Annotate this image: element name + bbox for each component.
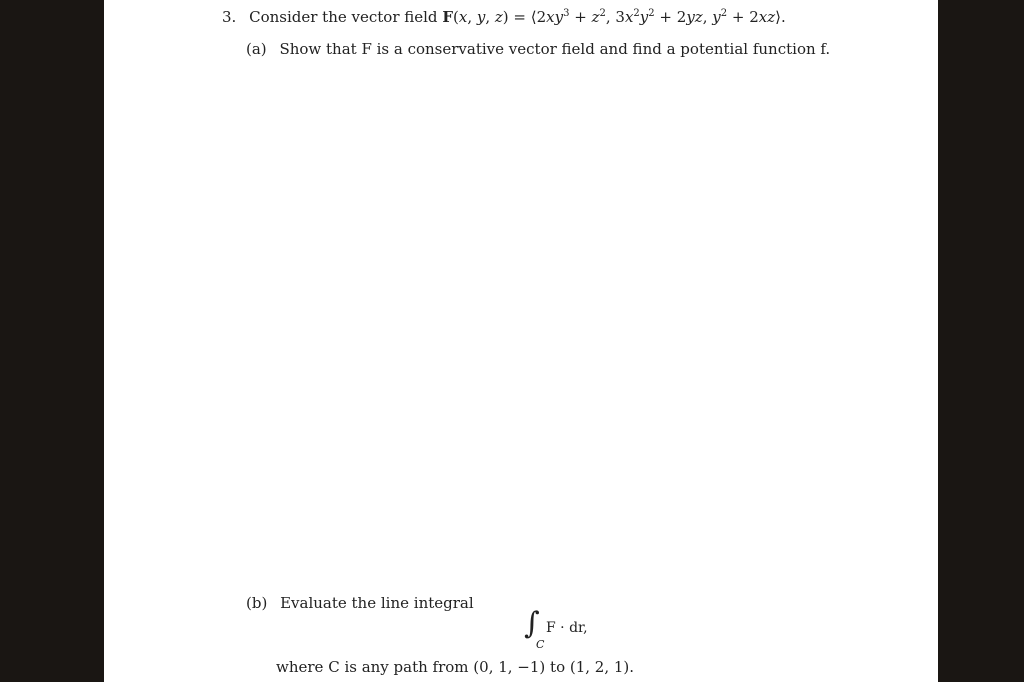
part-b — [246, 594, 474, 612]
problem-statement — [222, 8, 786, 26]
document-page — [104, 0, 938, 682]
integrand: F · dr, — [546, 620, 588, 636]
integral-sign: ∫ — [524, 606, 540, 641]
part-b-label: (b) — [246, 594, 268, 612]
integral-subscript: C — [536, 638, 545, 651]
part-a-label: (a) — [246, 40, 267, 58]
line-integral — [524, 606, 604, 652]
vector-field-formula: F(x, y, $z) = ⟨2xy^3 + z^2$, $3x^2y^2 + 2yz$, $y^2$ + 2xz⟩. — [442, 8, 786, 26]
part-b-where — [276, 658, 634, 676]
problem-intro: Consider the vector field — [249, 8, 438, 26]
part-b-text: Evaluate the line integral — [280, 594, 474, 612]
part-a-text: Show that F is a conservative vector field and find a potential function f. — [279, 40, 831, 58]
problem-number: 3. — [222, 8, 237, 26]
where-text: where C is any path from (0, 1, −1) to (1, 2, 1). — [276, 658, 635, 676]
part-a — [246, 40, 830, 58]
